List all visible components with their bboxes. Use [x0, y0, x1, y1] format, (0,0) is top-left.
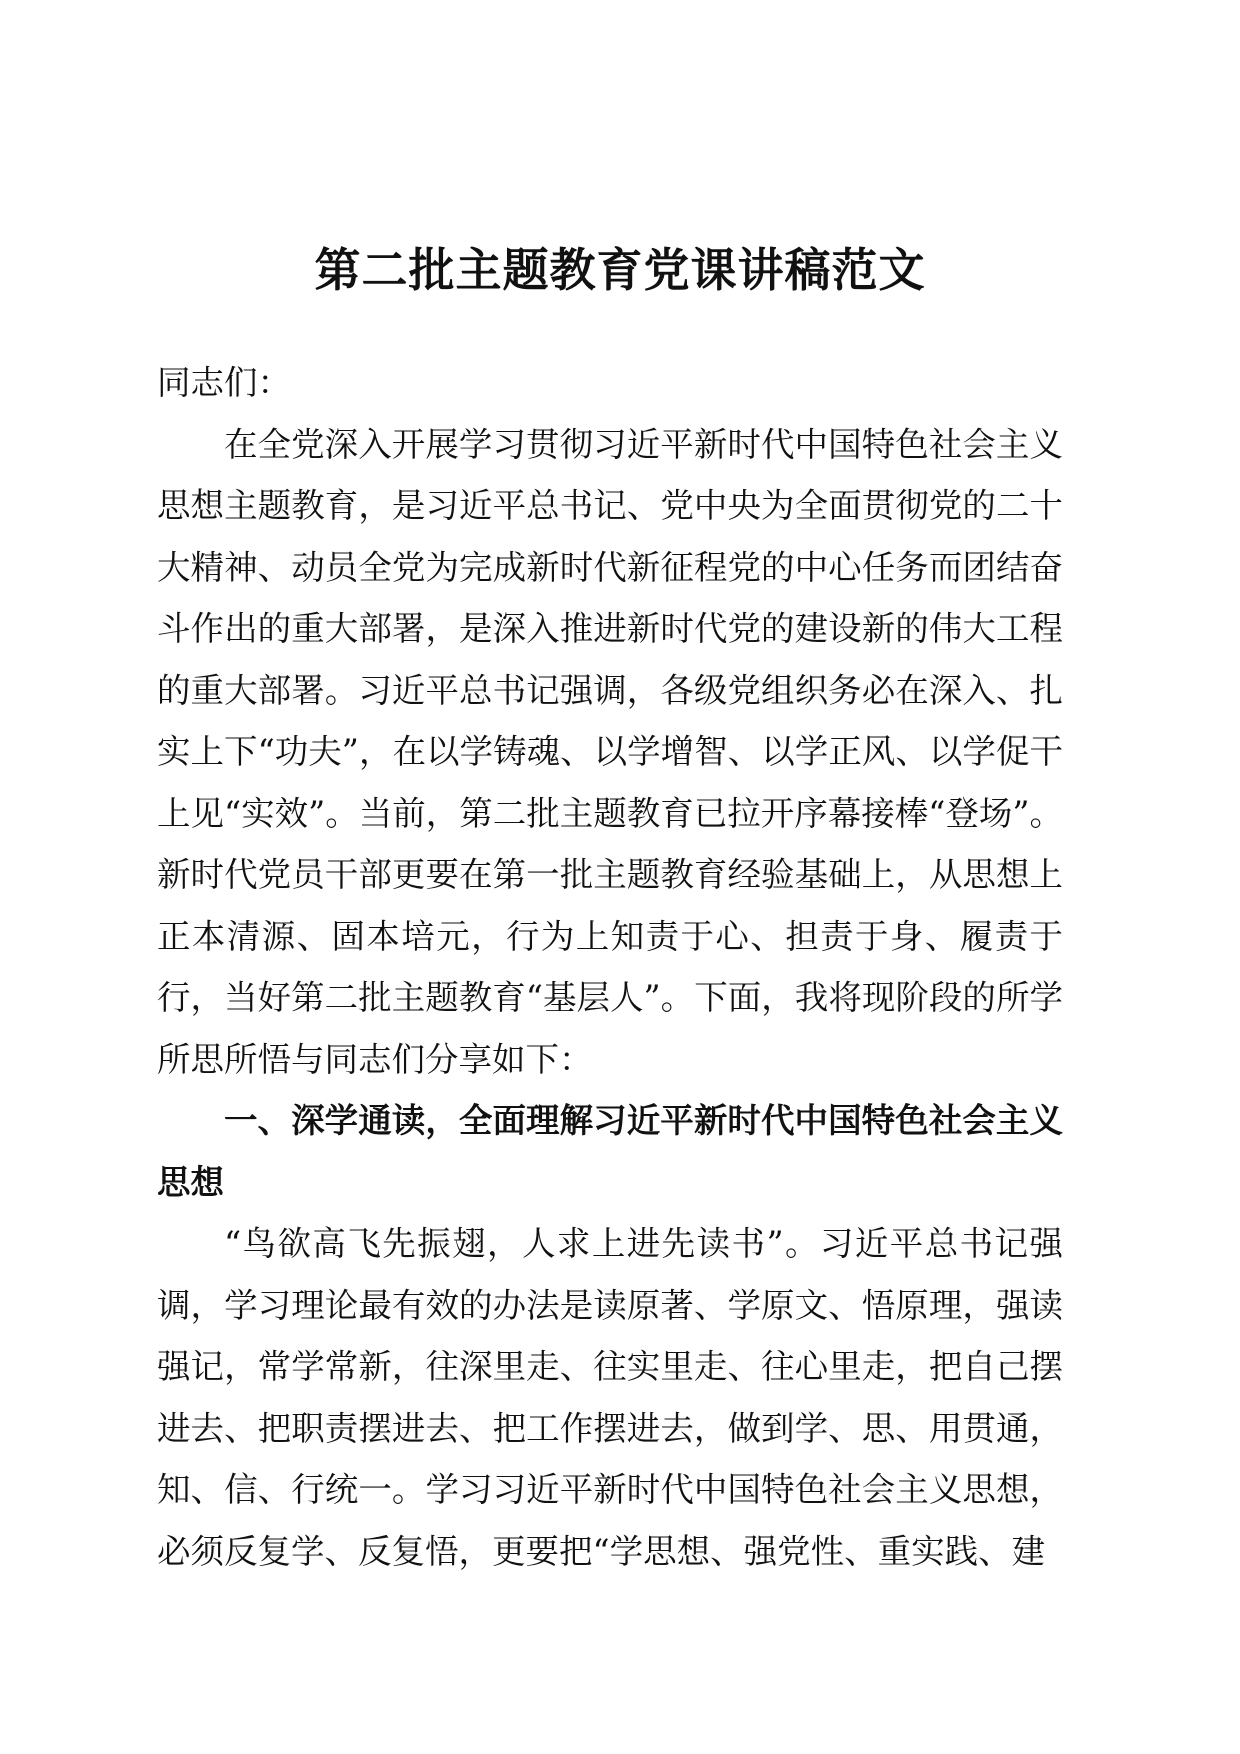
paragraph-section-1: “鸟欲高飞先振翅，人求上进先读书”。习近平总书记强调，学习理论最有效的办法是读原著、学原文、悟原理，强读强记，常学常新，往深里走、往实里走、往心里走，把自己摆进去、把职责摆进去、把工作摆进去，做到学、思、用贯通，知、信、行统一。学习习近平新时代中国特色社会主义思想，必须反复学、反复悟，更要把“学思想、强党性、重实践、建	[157, 1224, 1063, 1571]
paragraph-intro: 在全党深入开展学习贯彻习近平新时代中国特色社会主义思想主题教育，是习近平总书记、党中央为全面贯彻党的二十大精神、动员全党为完成新时代新征程党的中心任务而团结奋斗作出的重大部署，是深入推进新时代党的建设新的伟大工程的重大部署。习近平总书记强调，各级党组织务必在深入、扎实上下“功夫”，在以学铸魂、以学增智、以学正风、以学促干上见“实效”。当前，第二批主题教育已拉开序幕接棒“登场”。新时代党员干部更要在第一批主题教育经验基础上，从思想上正本清源、固本培元，行为上知责于心、担责于身、履责于行，当好第二批主题教育“基层人”。下面，我将现阶段的所学所思所悟与同志们分享如下：	[157, 424, 1064, 1079]
document-title: 第二批主题教育党课讲稿范文	[314, 243, 926, 297]
section-heading-1: 一、深学通读，全面理解习近平新时代中国特色社会主义思想	[157, 1101, 1063, 1202]
salutation: 同志们：	[157, 363, 291, 402]
document-body	[157, 352, 1063, 1582]
